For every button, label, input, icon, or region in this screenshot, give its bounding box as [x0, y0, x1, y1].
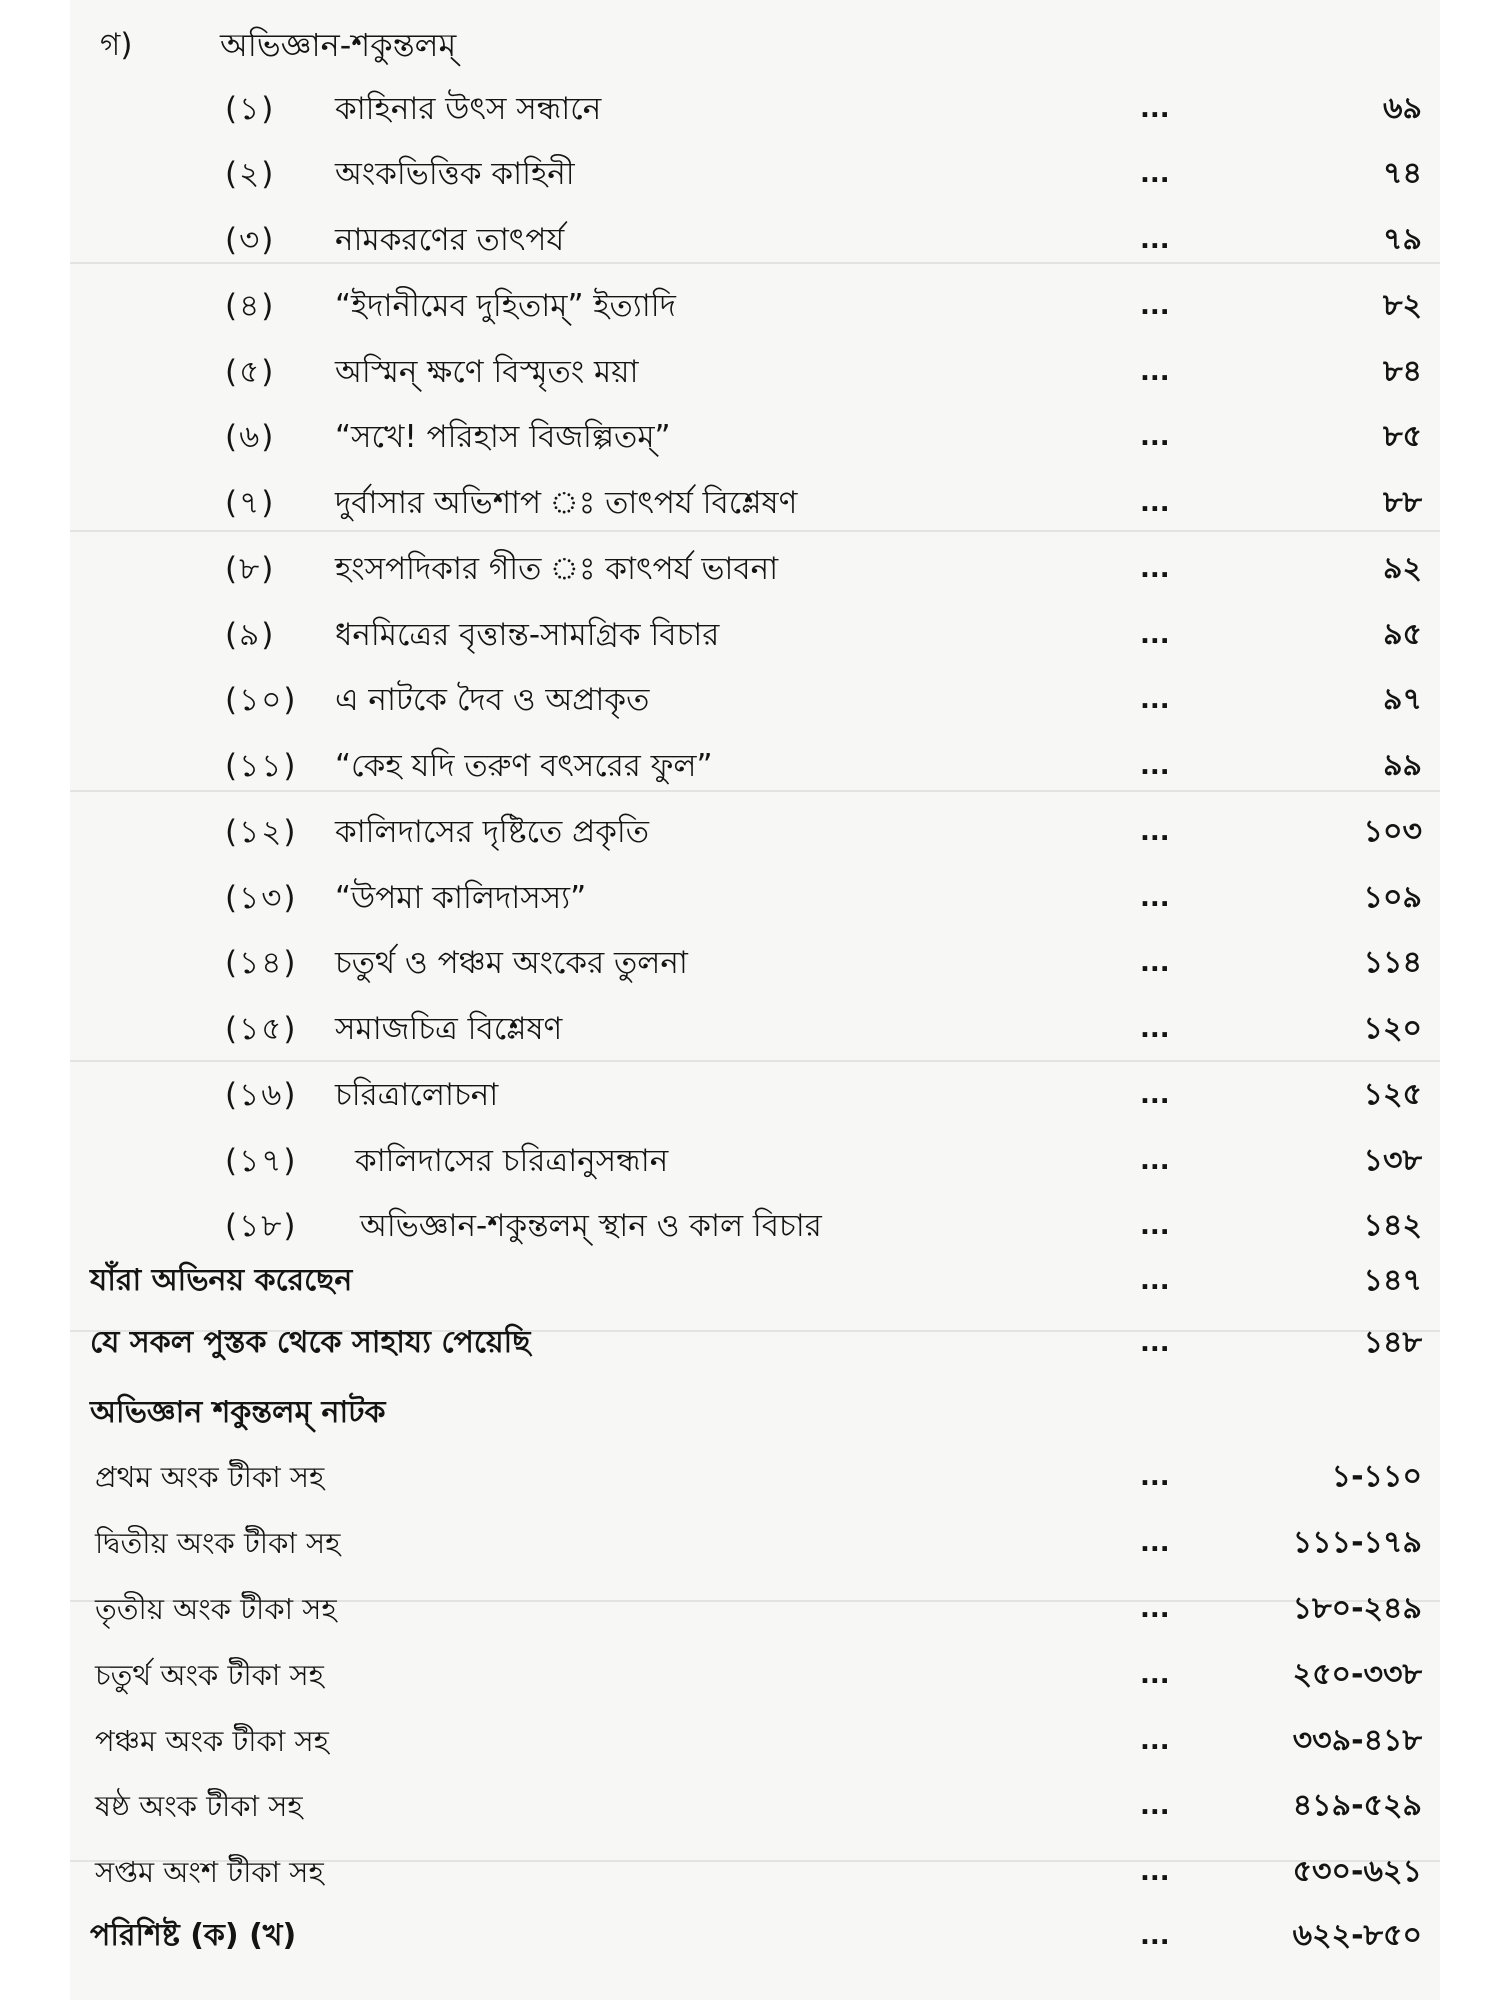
- page-range: ১-১১০: [1331, 1459, 1422, 1494]
- leader-dots: ...: [1140, 1857, 1170, 1887]
- section-heading: [70, 12, 1440, 78]
- chapter-number: (৫): [225, 354, 276, 390]
- drama-heading: অভিজ্ঞান শকুন্তলম্ নাটক: [90, 1395, 386, 1430]
- chapter-title: “ইদানীমেব দুহিতাম্” ইত্যাদি: [335, 288, 676, 324]
- chapter-title: কালিদাসের দৃষ্টিতে প্রকৃতি: [335, 814, 650, 850]
- page-number: ৯২: [1383, 551, 1422, 586]
- chapter-number: (১৪): [225, 945, 298, 981]
- chapter-row: [70, 930, 1440, 996]
- page-number: ১৪৭: [1363, 1263, 1422, 1298]
- chapter-title: চতুর্থ ও পঞ্চম অংকের তুলনা: [335, 945, 688, 981]
- leader-dots: ...: [1140, 620, 1170, 650]
- leader-dots: ...: [1140, 1146, 1170, 1176]
- page-number: ১১৪: [1363, 945, 1422, 980]
- page-number: ১২৫: [1363, 1077, 1422, 1112]
- leader-dots: ...: [1140, 1791, 1170, 1821]
- act-title: সপ্তম অংশ টীকা সহ: [95, 1855, 324, 1889]
- leader-dots: ...: [1140, 751, 1170, 781]
- page-range: ২৫০-৩৩৮: [1292, 1657, 1422, 1692]
- chapter-number: (১): [225, 91, 276, 127]
- leader-dots: ...: [1140, 1660, 1170, 1690]
- leader-dots: ...: [1140, 357, 1170, 387]
- chapter-row: [70, 141, 1440, 207]
- section-title: অভিজ্ঞান-শকুন্তলম্: [220, 26, 457, 64]
- page-range: ৪১৯-৫২৯: [1292, 1788, 1422, 1823]
- book-page: [70, 0, 1440, 2000]
- page-range: ৬২২-৮৫০: [1292, 1918, 1422, 1953]
- chapter-number: (১৭): [225, 1143, 298, 1179]
- chapter-title: হংসপদিকার গীত ঃ কাৎপর্য ভাবনা: [335, 551, 779, 587]
- chapter-number: (১৮): [225, 1208, 298, 1244]
- act-title: চতুর্থ অংক টীকা সহ: [95, 1658, 324, 1692]
- chapter-title: “উপমা কালিদাসস্য”: [335, 880, 587, 916]
- chapter-row: [70, 207, 1440, 273]
- leader-dots: ...: [1140, 1266, 1170, 1296]
- chapter-title: “কেহ যদি তরুণ বৎসরের ফুল”: [335, 748, 713, 784]
- table-of-contents: [70, 0, 1440, 2000]
- leader-dots: ...: [1140, 817, 1170, 847]
- leader-dots: ...: [1140, 1014, 1170, 1044]
- act-title: তৃতীয় অংক টীকা সহ: [95, 1592, 337, 1626]
- appendix-row: [70, 1903, 1440, 1969]
- page-number: ১৪৮: [1363, 1325, 1422, 1360]
- leader-dots: ...: [1140, 488, 1170, 518]
- chapter-number: (৬): [225, 419, 276, 455]
- page-number: ৭৯: [1383, 222, 1422, 257]
- page-range: ১৮০-২৪৯: [1292, 1591, 1422, 1626]
- chapter-number: (৪): [225, 288, 276, 324]
- chapter-title: কাহিনার উৎস সন্ধানে: [335, 91, 602, 127]
- page-number: ৮৫: [1383, 419, 1422, 454]
- act-title: দ্বিতীয় অংক টীকা সহ: [95, 1526, 341, 1560]
- chapter-title: অংকভিত্তিক কাহিনী: [335, 156, 575, 192]
- chapter-row: [70, 602, 1440, 668]
- act-row: [70, 1708, 1440, 1774]
- chapter-number: (১০): [225, 682, 298, 718]
- act-row: [70, 1444, 1440, 1510]
- chapter-title: ধনমিত্রের বৃত্তান্ত-সামগ্রিক বিচার: [335, 617, 720, 653]
- act-row: [70, 1773, 1440, 1839]
- chapter-title: অভিজ্ঞান-শকুন্তলম্ স্থান ও কাল বিচার: [360, 1208, 822, 1244]
- leader-dots: ...: [1140, 1328, 1170, 1358]
- chapter-number: (১৩): [225, 880, 298, 916]
- leader-dots: ...: [1140, 883, 1170, 913]
- page-number: ৬৯: [1383, 91, 1422, 126]
- chapter-number: (২): [225, 156, 276, 192]
- entry-title: যে সকল পুস্তক থেকে সাহায্য পেয়েছি: [90, 1325, 531, 1360]
- act-title: প্রথম অংক টীকা সহ: [95, 1460, 325, 1494]
- chapter-row: [70, 76, 1440, 142]
- act-title: ষষ্ঠ অংক টীকা সহ: [95, 1789, 303, 1823]
- chapter-number: (১৫): [225, 1011, 298, 1047]
- chapter-title: অস্মিন্ ক্ষণে বিস্মৃতং ময়া: [335, 354, 639, 390]
- chapter-row: [70, 536, 1440, 602]
- page-number: ১৪২: [1363, 1208, 1422, 1243]
- act-row: [70, 1510, 1440, 1576]
- drama-heading-row: [70, 1380, 1440, 1446]
- chapter-number: (৮): [225, 551, 276, 587]
- leader-dots: ...: [1140, 94, 1170, 124]
- chapter-number: (১২): [225, 814, 298, 850]
- page-number: ১৩৮: [1363, 1143, 1422, 1178]
- page-number: ৯৭: [1383, 682, 1422, 717]
- page-number: ৭৪: [1383, 156, 1422, 191]
- chapter-row: [70, 733, 1440, 799]
- leader-dots: ...: [1140, 554, 1170, 584]
- chapter-number: (১১): [225, 748, 298, 784]
- chapter-row: [70, 470, 1440, 536]
- chapter-title: নামকরণের তাৎপর্য: [335, 222, 565, 258]
- extra-row: [70, 1248, 1440, 1314]
- chapter-row: [70, 339, 1440, 405]
- leader-dots: ...: [1140, 225, 1170, 255]
- chapter-number: (১৬): [225, 1077, 298, 1113]
- act-row: [70, 1576, 1440, 1642]
- chapter-number: (৯): [225, 617, 276, 653]
- act-title: পঞ্চম অংক টীকা সহ: [95, 1724, 329, 1758]
- chapter-number: (৭): [225, 485, 276, 521]
- leader-dots: ...: [1140, 1726, 1170, 1756]
- chapter-title: “সখে! পরিহাস বিজল্পিতম্”: [335, 419, 671, 455]
- page-number: ১০৩: [1363, 814, 1422, 849]
- chapter-row: [70, 1062, 1440, 1128]
- chapter-number: (৩): [225, 222, 276, 258]
- leader-dots: ...: [1140, 422, 1170, 452]
- page-number: ৮২: [1383, 288, 1422, 323]
- chapter-title: চরিত্রালোচনা: [335, 1077, 499, 1113]
- page-range: ১১১-১৭৯: [1292, 1525, 1422, 1560]
- leader-dots: ...: [1140, 1594, 1170, 1624]
- chapter-row: [70, 996, 1440, 1062]
- page-number: ৯৯: [1383, 748, 1422, 783]
- chapter-title: সমাজচিত্র বিশ্লেষণ: [335, 1011, 563, 1047]
- extra-row: [70, 1310, 1440, 1376]
- chapter-row: [70, 273, 1440, 339]
- leader-dots: ...: [1140, 1211, 1170, 1241]
- chapter-title: দুর্বাসার অভিশাপ ঃ তাৎপর্য বিশ্লেষণ: [335, 485, 798, 521]
- page-number: ১০৯: [1363, 880, 1422, 915]
- act-row: [70, 1839, 1440, 1905]
- leader-dots: ...: [1140, 1921, 1170, 1951]
- act-row: [70, 1642, 1440, 1708]
- chapter-title: কালিদাসের চরিত্রানুসন্ধান: [355, 1143, 669, 1179]
- leader-dots: ...: [1140, 1462, 1170, 1492]
- leader-dots: ...: [1140, 948, 1170, 978]
- leader-dots: ...: [1140, 159, 1170, 189]
- section-number: গ): [100, 27, 133, 63]
- chapter-row: [70, 667, 1440, 733]
- page-number: ১২০: [1363, 1011, 1422, 1046]
- page-number: ৮৮: [1383, 485, 1422, 520]
- chapter-title: এ নাটকে দৈব ও অপ্রাকৃত: [335, 682, 650, 718]
- chapter-row: [70, 865, 1440, 931]
- chapter-row: [70, 799, 1440, 865]
- chapter-row: [70, 404, 1440, 470]
- leader-dots: ...: [1140, 685, 1170, 715]
- chapter-row: [70, 1128, 1440, 1194]
- entry-title: যাঁরা অভিনয় করেছেন: [90, 1263, 353, 1298]
- leader-dots: ...: [1140, 1528, 1170, 1558]
- leader-dots: ...: [1140, 291, 1170, 321]
- leader-dots: ...: [1140, 1080, 1170, 1110]
- page-range: ৫৩০-৬২১: [1292, 1854, 1422, 1889]
- page-number: ৯৫: [1383, 617, 1422, 652]
- page-number: ৮৪: [1383, 354, 1422, 389]
- page-range: ৩৩৯-৪১৮: [1292, 1723, 1422, 1758]
- appendix-title: পরিশিষ্ট (ক) (খ): [90, 1918, 297, 1953]
